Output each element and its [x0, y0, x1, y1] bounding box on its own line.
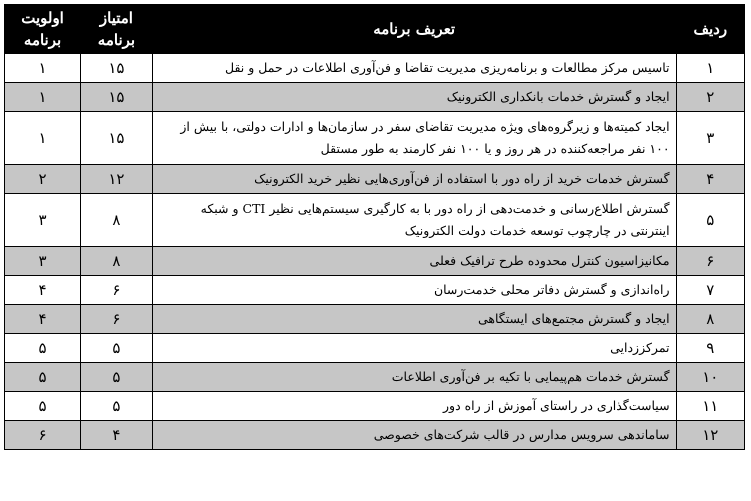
table-row: [5, 165, 745, 194]
header-row-number: ردیف: [676, 5, 744, 54]
cell-row-number: ۱۲: [676, 421, 744, 450]
cell-priority: ۴: [5, 276, 81, 305]
header-priority: اولویت برنامه: [5, 5, 81, 54]
cell-row-number: ۴: [676, 165, 744, 194]
table-row: [5, 334, 745, 363]
cell-row-number: ۱۰: [676, 363, 744, 392]
cell-row-number: ۹: [676, 334, 744, 363]
cell-score: ۱۵: [81, 54, 153, 83]
cell-definition: گسترش خدمات هم‌پیمایی با تکیه بر فن‌آوری اطلاعات: [152, 363, 676, 392]
table-row: [5, 83, 745, 112]
cell-definition: ساماندهی سرویس مدارس در قالب شرکت‌های خصوصی: [152, 421, 676, 450]
cell-score: ۵: [81, 392, 153, 421]
cell-priority: ۶: [5, 421, 81, 450]
table-row: [5, 194, 745, 247]
program-table-container: [4, 4, 745, 450]
cell-row-number: ۱۱: [676, 392, 744, 421]
cell-score: ۸: [81, 247, 153, 276]
cell-row-number: ۸: [676, 305, 744, 334]
cell-score: ۴: [81, 421, 153, 450]
cell-definition: تمرکززدایی: [152, 334, 676, 363]
header-score: امتیاز برنامه: [81, 5, 153, 54]
cell-row-number: ۵: [676, 194, 744, 247]
table-row: [5, 247, 745, 276]
table-row: [5, 276, 745, 305]
cell-priority: ۴: [5, 305, 81, 334]
cell-definition: گسترش خدمات خرید از راه دور با استفاده از فن‌آوری‌هایی نظیر خرید الکترونیک: [152, 165, 676, 194]
cell-score: ۵: [81, 334, 153, 363]
cell-score: ۱۲: [81, 165, 153, 194]
cell-definition: راه‌اندازی و گسترش دفاتر محلی خدمت‌رسان: [152, 276, 676, 305]
cell-priority: ۱: [5, 112, 81, 165]
cell-priority: ۱: [5, 83, 81, 112]
cell-definition: گسترش اطلاع‌رسانی و خدمت‌دهی از راه دور با به کارگیری سیستم‌هایی نظیر CTI و شبکه اینترنتی در چارچوب توسعه خدمات دولت الکترونیک: [152, 194, 676, 247]
cell-row-number: ۳: [676, 112, 744, 165]
cell-row-number: ۷: [676, 276, 744, 305]
cell-definition: ایجاد و گسترش خدمات بانکداری الکترونیک: [152, 83, 676, 112]
cell-priority: ۵: [5, 363, 81, 392]
header-definition: تعریف برنامه: [152, 5, 676, 54]
cell-priority: ۲: [5, 165, 81, 194]
table-header-row: [5, 5, 745, 54]
cell-row-number: ۶: [676, 247, 744, 276]
cell-score: ۵: [81, 363, 153, 392]
cell-priority: ۳: [5, 194, 81, 247]
cell-definition: تاسیس مرکز مطالعات و برنامه‌ریزی مدیریت تقاضا و فن‌آوری اطلاعات در حمل و نقل: [152, 54, 676, 83]
cell-definition: مکانیزاسیون کنترل محدوده طرح ترافیک فعلی: [152, 247, 676, 276]
table-row: [5, 112, 745, 165]
table-row: [5, 421, 745, 450]
cell-priority: ۱: [5, 54, 81, 83]
cell-score: ۶: [81, 305, 153, 334]
table-row: [5, 363, 745, 392]
cell-priority: ۳: [5, 247, 81, 276]
cell-definition: ایجاد کمیته‌ها و زیرگروه‌های ویژه مدیریت تقاضای سفر در سازمان‌ها و ادارات دولتی، با بیش از ۱۰۰ نفر مراجعه‌کننده در هر روز و یا ۱۰۰ نفر کارمند به طور مستقل: [152, 112, 676, 165]
cell-row-number: ۲: [676, 83, 744, 112]
program-priority-table: [4, 4, 745, 450]
table-row: [5, 392, 745, 421]
cell-priority: ۵: [5, 334, 81, 363]
table-row: [5, 54, 745, 83]
cell-score: ۱۵: [81, 83, 153, 112]
cell-definition: سیاست‌گذاری در راستای آموزش از راه دور: [152, 392, 676, 421]
table-row: [5, 305, 745, 334]
cell-score: ۱۵: [81, 112, 153, 165]
cell-score: ۶: [81, 276, 153, 305]
cell-score: ۸: [81, 194, 153, 247]
cell-row-number: ۱: [676, 54, 744, 83]
cell-definition: ایجاد و گسترش مجتمع‌های ایستگاهی: [152, 305, 676, 334]
cell-priority: ۵: [5, 392, 81, 421]
